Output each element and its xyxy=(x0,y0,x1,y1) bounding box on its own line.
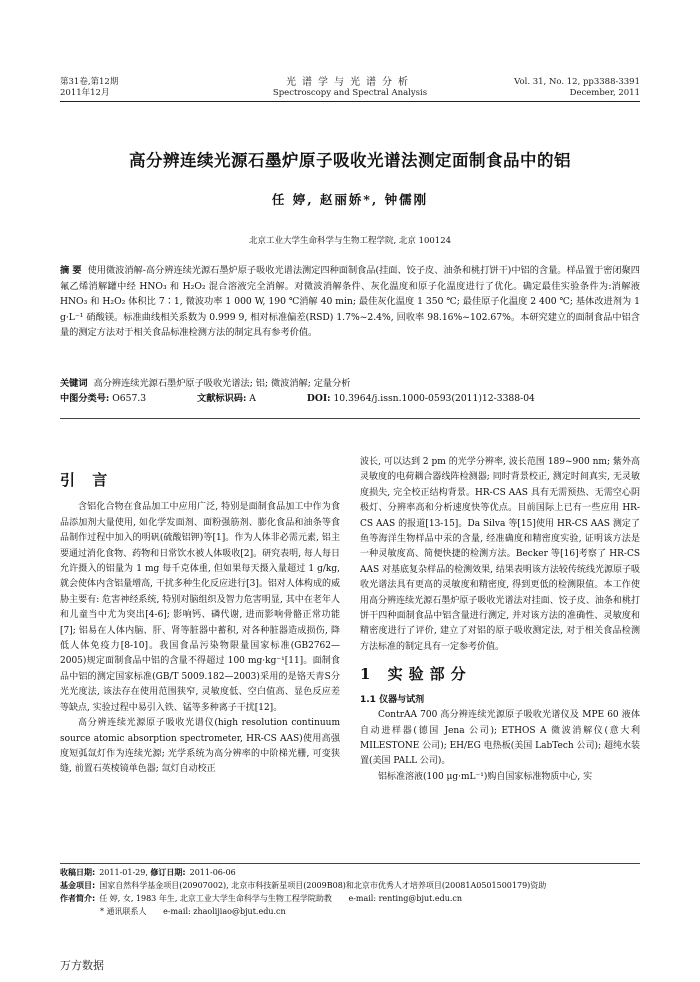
intro-heading: 引 言 xyxy=(60,471,114,489)
classification-row xyxy=(60,391,640,406)
intro-paragraph-2-continued: 波长, 可以达到 2 pm 的光学分辨率, 波长范围 189~900 nm; 紫外高灵敏度的电荷耦合器线阵检测器; 同时背景校正, 测定时间真实, 无灵敏度损失, 完全校正结构背景。HR-CS AAS 具有无需预热、无需空心阴极灯、分辨率高和分析速度快等优点。目前国际上已有一些应用 HR-CS AAS 的报道[13-15]。Da Silva 等[15]使用 HR-CS AAS 测定了鱼等海洋生物样品中汞的含量, 经准确度和精密度实验, 证明该方法是一种灵敏度高、简便快捷的检测方法。Becker 等[16]考察了 HR-CS AAS 对基底复杂样品的检测效果, 结果表明该方法较传统线光源原子吸收光谱法具有更高的灵敏度和精密度, 得到更低的检测限值。本工作使用高分辨连续光源石墨炉原子吸收光谱法对挂面、饺子皮、油条和桃打饼干四种面制食品中铝含量进行测定, 并对该方法的准确性、灵敏度和精密度进行了评价, 建立了对铝的原子吸收测定法, 对于相关食品检测方法标准的制定具有一定参考价值。 xyxy=(360,457,640,652)
journal-title-en: Spectroscopy and Spectral Analysis xyxy=(272,88,428,98)
corresponding-label: * 通讯联系人 xyxy=(100,907,147,916)
instruments-paragraph: ContrAA 700 高分辨连续光源原子吸收光谱仪及 MPE 60 液体自动进样器(德国 Jena 公司); ETHOS A 微波消解仪(意大利 MILESTONE 公司); EH/EG 电热板(美国 LabTech 公司); 超纯水装置(美国 PALL 公司)。 xyxy=(360,710,640,767)
revised-label: 修订日期: xyxy=(150,868,186,877)
corresponding-line xyxy=(60,905,640,918)
revised-date: 2011-06-06 xyxy=(189,868,236,877)
author-bio-label: 作者简介: xyxy=(60,894,96,903)
header-date-cn: 2011年12月 xyxy=(60,88,110,98)
author-bio-text: 任 婷, 女, 1983 年生, 北京工业大学生命科学与生物工程学院助教 xyxy=(99,894,332,903)
dates-line xyxy=(60,866,640,879)
clc-value: O657.3 xyxy=(112,393,147,404)
fund-text: 国家自然科学基金项目(20907002), 北京市科技新星项目(2009B08)和北京市优秀人才培养项目(20081A0501500179)资助 xyxy=(99,881,547,890)
abstract-label: 摘 要 xyxy=(60,265,82,276)
keywords-row xyxy=(60,376,640,391)
doc-code-label: 文献标识码: xyxy=(197,393,247,404)
left-column xyxy=(60,473,340,778)
header-volume xyxy=(60,77,210,99)
abstract-rule xyxy=(60,418,640,419)
doi-value: 10.3964/j.issn.1000-0593(2011)12-3388-04 xyxy=(333,393,535,404)
abstract-text: 使用微波消解-高分辨连续光源石墨炉原子吸收光谱法测定四种面制食品(挂面、饺子皮、油条和桃打饼干)中铝的含量。样品置于密闭聚四氟乙烯消解罐中经 HNO₃ 和 H₂O₂ 混合溶液完全消解。对微波消解条件、灰化温度和原子化温度进行了优化。确定最佳实验条件为:消解液 HNO₃ 和 H₂O₂ 体积比 7∶1, 微波功率 1 000 W, 190 ℃消解 40 min; 最佳灰化温度 1 350 ℃; 最佳原子化温度 2 400 ℃; 基体改进剂为 1 g·L⁻¹ 硝酸镁。标准曲线相关系数为 0.999 9, 相对标准偏差(RSD) 1.7%~2.4%, 回收率 98.16%~102.67%。本研究建立的面制食品中铝含量的测定方法对于相关食品标准检测方法的制定具有参考价值。 xyxy=(60,265,640,338)
section-1-heading: 1 实验部分 xyxy=(360,665,472,684)
author-bio-line xyxy=(60,892,640,905)
fund-line xyxy=(60,879,640,892)
received-label: 收稿日期: xyxy=(60,868,96,877)
keywords-label: 关键词 xyxy=(60,378,88,389)
affiliation: 北京工业大学生命科学与生物工程学院, 北京 100124 xyxy=(248,236,452,246)
intro-paragraph-2: 高分辨连续光源原子吸收光谱仪(high resolution continuum source atomic absorption spectrometer, HR-CS AAS)使用高强度短弧氙灯作为连续光源; 光学系统为高分辨率的中阶梯光栅, 可变狭缝, 前置石英棱镜单色器; 氙灯自动校正 xyxy=(60,718,340,775)
footnote-rule xyxy=(60,863,640,864)
reagents-paragraph: 铝标准溶液(100 μg·mL⁻¹)购自国家标准物质中心, 实 xyxy=(378,771,593,782)
right-column xyxy=(360,455,640,785)
corresponding-email-label: e-mail: xyxy=(163,907,191,916)
footnotes xyxy=(60,866,640,918)
header-volume-en: Vol. 31, No. 12, pp3388-3391 xyxy=(514,77,640,87)
intro-paragraph-1: 含铝化合物在食品加工中应用广泛, 特别是面制食品加工中作为食品添加剂大量使用, 如化学发面剂、面粉强筋剂、膨化食品和油条等食品制作过程中加入的明矾(硫酸铝钾)等[1]。作为人体非必需元素, 铝主要通过消化食物、药物和日常饮水被人体吸收[2]。研究表明, 每人每日允许摄入的铝量为 1 mg 每千克体重, 但如果每天摄入量超过 1 g/kg, 就会使体内含铝量增高, 干扰多种生化反应进行[3]。铝对人体构成的威胁主要有: 危害神经系统, 特别对脑组织及智力危害明显, 其中在老年人和儿童当中尤为突出[4-6]; 影响钙、磷代谢, 进而影响骨骼正常功能[7]; 铝易在人体内脑、肝、肾等脏器中蓄积, 对各种脏器造成损伤, 降低人体免疫力[8-10]。我国食品污染物限量国家标准(GB2762—2005)规定面制食品中铝的含量不得超过 100 mg·kg⁻¹[11]。面制食品中铝的测定国家标准(GB/T 5009.182—2003)采用的是铬天青S分光光度法, 该法存在使用范围狭窄, 灵敏度低、空白值高、显色反应差等缺点, 实验过程中易引入铁、锰等多种离子干扰[12]。 xyxy=(60,502,340,713)
keywords-block xyxy=(60,376,640,406)
doi-label: DOI: xyxy=(306,393,331,404)
header-rule xyxy=(60,101,640,102)
header-issue xyxy=(440,77,640,99)
author-email: renting@bjut.edu.cn xyxy=(378,894,463,903)
author-email-label: e-mail: xyxy=(348,894,377,903)
fund-label: 基金项目: xyxy=(60,881,96,890)
doc-code-value: A xyxy=(249,393,256,404)
section-1-1-heading: 1.1 仪器与试剂 xyxy=(360,694,425,705)
clc-label: 中图分类号: xyxy=(60,393,110,404)
corresponding-email: zhaolijiao@bjut.edu.cn xyxy=(193,907,286,916)
header-date-en: December, 2011 xyxy=(569,88,640,98)
abstract xyxy=(60,263,640,341)
paper-title: 高分辨连续光源石墨炉原子吸收光谱法测定面制食品中的铝 xyxy=(129,151,571,170)
author-list: 任 婷, 赵丽娇*, 钟儒刚 xyxy=(271,192,429,207)
header-journal xyxy=(250,77,450,99)
received-date: 2011-01-29, xyxy=(99,868,148,877)
keywords-text: 高分辨连续光源石墨炉原子吸收光谱法; 铝; 微波消解; 定量分析 xyxy=(93,378,351,389)
header-volume-cn: 第31卷,第12期 xyxy=(60,77,119,87)
journal-title-cn: 光谱学与光谱分析 xyxy=(286,77,414,88)
wanfang-watermark: 万方数据 xyxy=(60,959,104,972)
